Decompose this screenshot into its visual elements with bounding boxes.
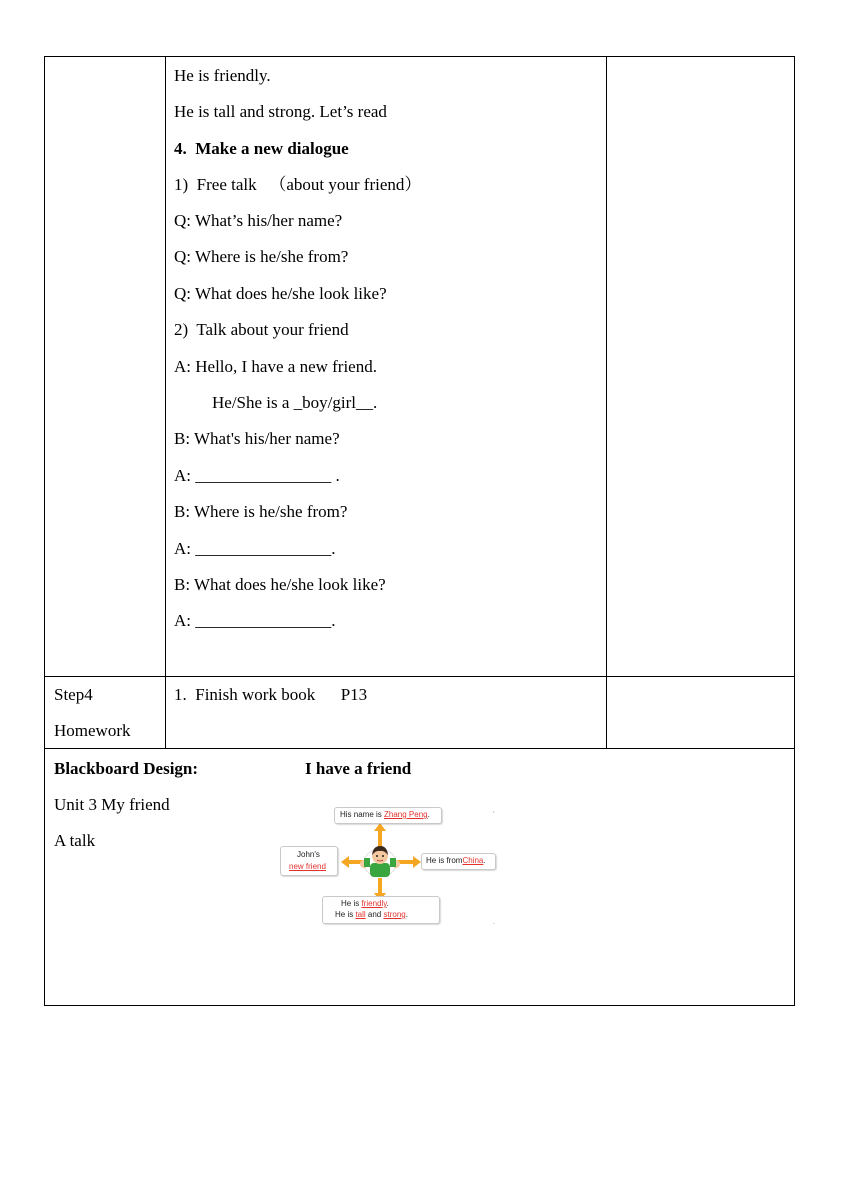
table-border-top [44, 56, 795, 57]
text-line: He/She is a _boy/girl__. [212, 393, 378, 412]
row-divider-1 [44, 676, 795, 677]
description-line2-mid: and [365, 910, 384, 919]
svg-text:.: . [493, 920, 495, 926]
text-line: He is tall and strong. Let’s read [174, 102, 387, 121]
description-box [322, 896, 440, 924]
height-fill: tall [355, 910, 366, 919]
boy-figure-icon [360, 846, 400, 877]
homework-text: 1. Finish work book P13 [174, 685, 368, 704]
description-line1-prefix: He is [341, 899, 362, 908]
blackboard-title: I have a friend [305, 759, 412, 778]
text-line: Q: What does he/she look like? [174, 284, 387, 303]
column-divider-1 [165, 56, 166, 749]
text-line: Q: Where is he/she from? [174, 247, 349, 266]
description-line2-prefix: He is [335, 910, 356, 919]
text-line: Q: What’s his/her name? [174, 211, 343, 230]
friend-diagram [276, 800, 498, 926]
name-box-prefix: His name is [340, 810, 385, 819]
section-heading: 4. Make a new dialogue [174, 139, 349, 158]
svg-text:,: , [493, 808, 495, 814]
blackboard-label: Blackboard Design: [54, 759, 199, 778]
table-border-right [794, 56, 795, 1006]
text-line: B: Where is he/she from? [174, 502, 348, 521]
name-box-suffix: . [427, 810, 430, 819]
relation-fill: new friend [289, 862, 326, 871]
text-line: 1) Free talk （about your friend） [174, 175, 422, 194]
text-line: B: What's his/her name? [174, 429, 340, 448]
text-line: He is friendly. [174, 66, 271, 85]
table-border-left [44, 56, 45, 1006]
origin-box [421, 853, 496, 870]
text-line: 2) Talk about your friend [174, 320, 349, 339]
text-line: A: ________________. [174, 611, 336, 630]
description-line1-suffix: . [386, 899, 389, 908]
origin-box-suffix: . [483, 856, 486, 865]
name-box [334, 807, 442, 824]
text-line: A: Hello, I have a new friend. [174, 357, 377, 376]
step-name: Homework [54, 721, 131, 740]
table-border-bottom [44, 1005, 795, 1006]
personality-fill: friendly [361, 899, 387, 908]
step-label: Step4 [54, 685, 93, 704]
strength-fill: strong [383, 910, 406, 919]
row-divider-2 [44, 748, 795, 749]
origin-fill: China [462, 856, 484, 865]
unit-line: Unit 3 My friend [54, 795, 170, 814]
relation-box [280, 846, 338, 876]
text-line: A: ________________ . [174, 466, 340, 485]
text-line: B: What does he/she look like? [174, 575, 386, 594]
part-line: A talk [54, 831, 96, 850]
origin-box-prefix: He is from [426, 856, 463, 865]
column-divider-2 [606, 56, 607, 749]
description-line2-suffix: . [405, 910, 408, 919]
relation-label: John's [297, 850, 320, 859]
name-fill: Zhang Peng [384, 810, 428, 819]
text-line: A: ________________. [174, 539, 336, 558]
